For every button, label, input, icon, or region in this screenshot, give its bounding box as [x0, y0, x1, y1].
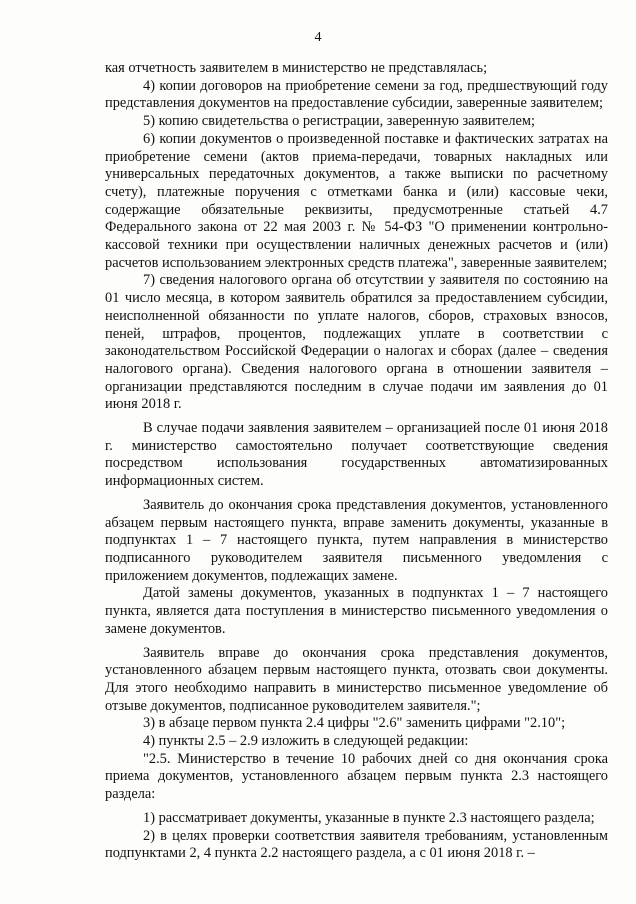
paragraph: 4) копии договоров на приобретение семени за год, предшествующий году представления документов на предоставление субсидии, заверенные заявителем; [105, 77, 608, 112]
paragraph: Заявитель вправе до окончания срока представления документов, установленного абзацем первым настоящего пункта, отозвать свои документы. Для этого необходимо направить в министерство письменное уведомление об отзыве документов, подписанное руководителем заявителя."; [105, 644, 608, 714]
paragraph: "2.5. Министерство в течение 10 рабочих дней со дня окончания срока приема документов, установленного абзацем первым пункта 2.3 настоящего раздела: [105, 750, 608, 803]
paragraph: 7) сведения налогового органа об отсутствии у заявителя по состоянию на 01 число месяца, в котором заявитель обратился за предоставлением субсидии, неисполненной обязанности по уплате налогов, сборов, страховых взносов, пеней, штрафов, процентов, подлежащих уплате в соответствии с законодательством Российской Федерации о налогах и сборах (далее – сведения налогового органа). Сведения налогового органа в отношении заявителя – организации представляются последним в случае подачи им заявления до 01 июня 2018 г. [105, 272, 608, 413]
paragraph: 4) пункты 2.5 – 2.9 изложить в следующей редакции: [143, 733, 469, 750]
paragraph: 6) копии документов о произведенной поставке и фактических затратах на приобретение семени (актов приема-передачи, товарных накладных или универсальных передаточных документов, а также выписки по расчетному счету), платежные поручения с отметками банка и (или) кассовые чеки, содержащие обязательные реквизиты, предусмотренные статьей 4.7 Федерального закона от 22 мая 2003 г. № 54-ФЗ "О применении контрольно-кассовой техники при осуществлении наличных денежных расчетов и (или) расчетов использованием электронных средств платежа", заверенные заявителем; [105, 130, 608, 271]
paragraph: кая отчетность заявителем в министерство не представлялась; [105, 60, 488, 76]
paragraph: Заявитель до окончания срока представления документов, установленного абзацем первым настоящего пункта, вправе заменить документы, указанные в подпунктах 1 – 7 настоящего пункта, путем направления в министерство подписанного руководителем заявителя письменного уведомления с приложением документов, подлежащих замене. [105, 496, 608, 584]
paragraph: В случае подачи заявления заявителем – организацией после 01 июня 2018 г. министерство самостоятельно получает соответствующие сведения посредством использования государственных автоматизированных информационных систем. [105, 420, 608, 490]
paragraph: 1) рассматривает документы, указанные в пункте 2.3 настоящего раздела; [143, 809, 595, 826]
paragraph: 5) копию свидетельства о регистрации, заверенную заявителем; [143, 113, 536, 130]
paragraph: 2) в целях проверки соответствия заявителя требованиям, установленным подпунктами 2, 4 пункта 2.2 настоящего раздела, а с 01 июня 2018 г. – [105, 827, 608, 862]
paragraph: Датой замены документов, указанных в подпунктах 1 – 7 настоящего пункта, является дата поступления в министерство письменного уведомления о замене документов. [105, 585, 608, 637]
paragraph: 3) в абзаце первом пункта 2.4 цифры "2.6" заменить цифрами "2.10"; [143, 715, 566, 732]
page-number: 4 [314, 30, 322, 45]
document-body [105, 60, 608, 863]
